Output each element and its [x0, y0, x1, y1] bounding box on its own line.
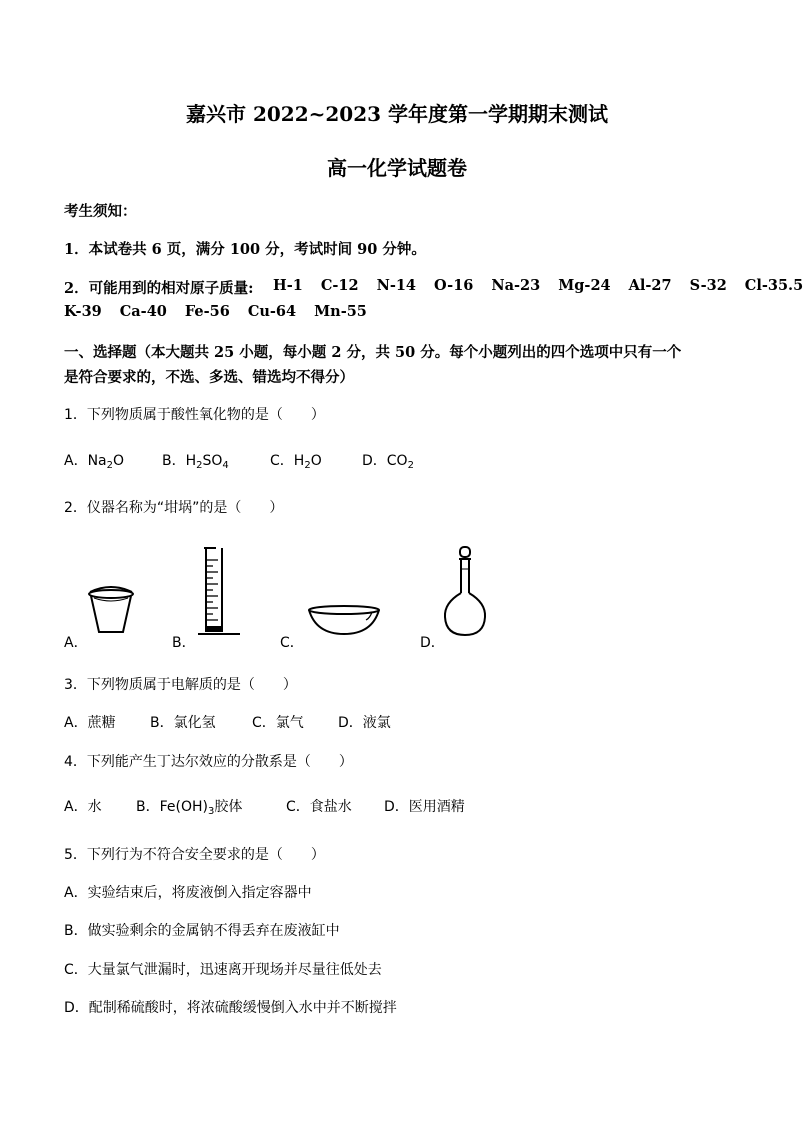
question-3-option-d: D．液氯: [338, 715, 391, 731]
question-1-option-b: B．$H_2SO_4$: [162, 453, 229, 471]
question-4-option-c: C．食盐水: [286, 799, 352, 815]
question-5-option-a: A．实验结束后，将废液倒入指定容器中: [64, 885, 312, 901]
atomic-mass: Fe-56: [184, 303, 230, 320]
question-4-option-d: D．医用酒精: [384, 799, 465, 815]
graduated-cylinder-icon: [196, 546, 242, 638]
exam-subtitle: 高一化学试题卷: [327, 156, 467, 180]
atomic-mass: O-16: [434, 277, 474, 294]
evaporating-dish-icon: [306, 604, 382, 638]
question-5-option-d: D．配制稀硫酸时，将浓硫酸缓慢倒入水中并不断搅拌: [64, 1000, 397, 1016]
question-3-stem: 3．下列物质属于电解质的是（ ）: [64, 677, 297, 693]
question-2-option-a-label: A．: [64, 635, 88, 651]
atomic-mass-list-2: [64, 303, 385, 320]
atomic-mass: Al-27: [628, 277, 672, 294]
question-3-option-a: A．蔗糖: [64, 715, 116, 731]
question-3-option-b: B．氯化氢: [150, 715, 216, 731]
atomic-mass: Cl-35.5: [744, 277, 803, 294]
question-4-stem: 4．下列能产生丁达尔效应的分散系是（ ）: [64, 754, 353, 770]
atomic-mass: N-14: [376, 277, 417, 294]
notice-item-2-prefix: 2．可能用到的相对原子质量:: [64, 280, 254, 297]
exam-title: 嘉兴市 2022~2023 学年度第一学期期末测试: [185, 102, 608, 126]
atomic-mass: H-1: [273, 277, 303, 294]
atomic-mass-list-1: [273, 277, 803, 294]
question-5-option-c: C．大量氯气泄漏时，迅速离开现场并尽量往低处去: [64, 962, 382, 978]
question-1-option-c: C．$H_2O$: [270, 453, 322, 471]
question-5-stem: 5．下列行为不符合安全要求的是（ ）: [64, 847, 325, 863]
question-1-option-d: D．$CO_2$: [362, 453, 414, 471]
question-4-option-b: B．$Fe(OH)_3$胶体: [136, 799, 243, 817]
section-heading-line-1: 一、选择题（本大题共 25 小题，每小题 2 分，共 50 分。每个小题列出的四个选项中只有一个: [64, 344, 682, 361]
question-5-option-b: B．做实验剩余的金属钠不得丢弃在废液缸中: [64, 923, 340, 939]
question-1-option-a: A．$Na_2O$: [64, 453, 125, 471]
volumetric-flask-icon: [440, 545, 490, 639]
atomic-mass: Ca-40: [119, 303, 167, 320]
question-2-option-b-label: B．: [172, 635, 196, 651]
atomic-mass: Na-23: [491, 277, 541, 294]
crucible-icon: [86, 584, 136, 636]
atomic-mass: K-39: [64, 303, 102, 320]
question-4-option-a: A．水: [64, 799, 102, 815]
question-2-option-d-label: D．: [420, 635, 445, 651]
atomic-mass: Mg-24: [558, 277, 611, 294]
question-3-option-c: C．氯气: [252, 715, 304, 731]
question-1-stem: 1．下列物质属于酸性氧化物的是（ ）: [64, 407, 325, 423]
atomic-mass: Mn-55: [314, 303, 367, 320]
atomic-mass: S-32: [689, 277, 727, 294]
notice-heading: 考生须知：: [64, 203, 137, 220]
section-heading-line-2: 是符合要求的，不选、多选、错选均不得分）: [64, 369, 354, 386]
atomic-mass: Cu-64: [247, 303, 297, 320]
question-2-option-c-label: C．: [280, 635, 304, 651]
atomic-mass: C-12: [320, 277, 359, 294]
question-2-stem: 2．仪器名称为“坩埚”的是（ ）: [64, 500, 284, 516]
notice-item-1: 1．本试卷共 6 页，满分 100 分，考试时间 90 分钟。: [64, 241, 426, 258]
